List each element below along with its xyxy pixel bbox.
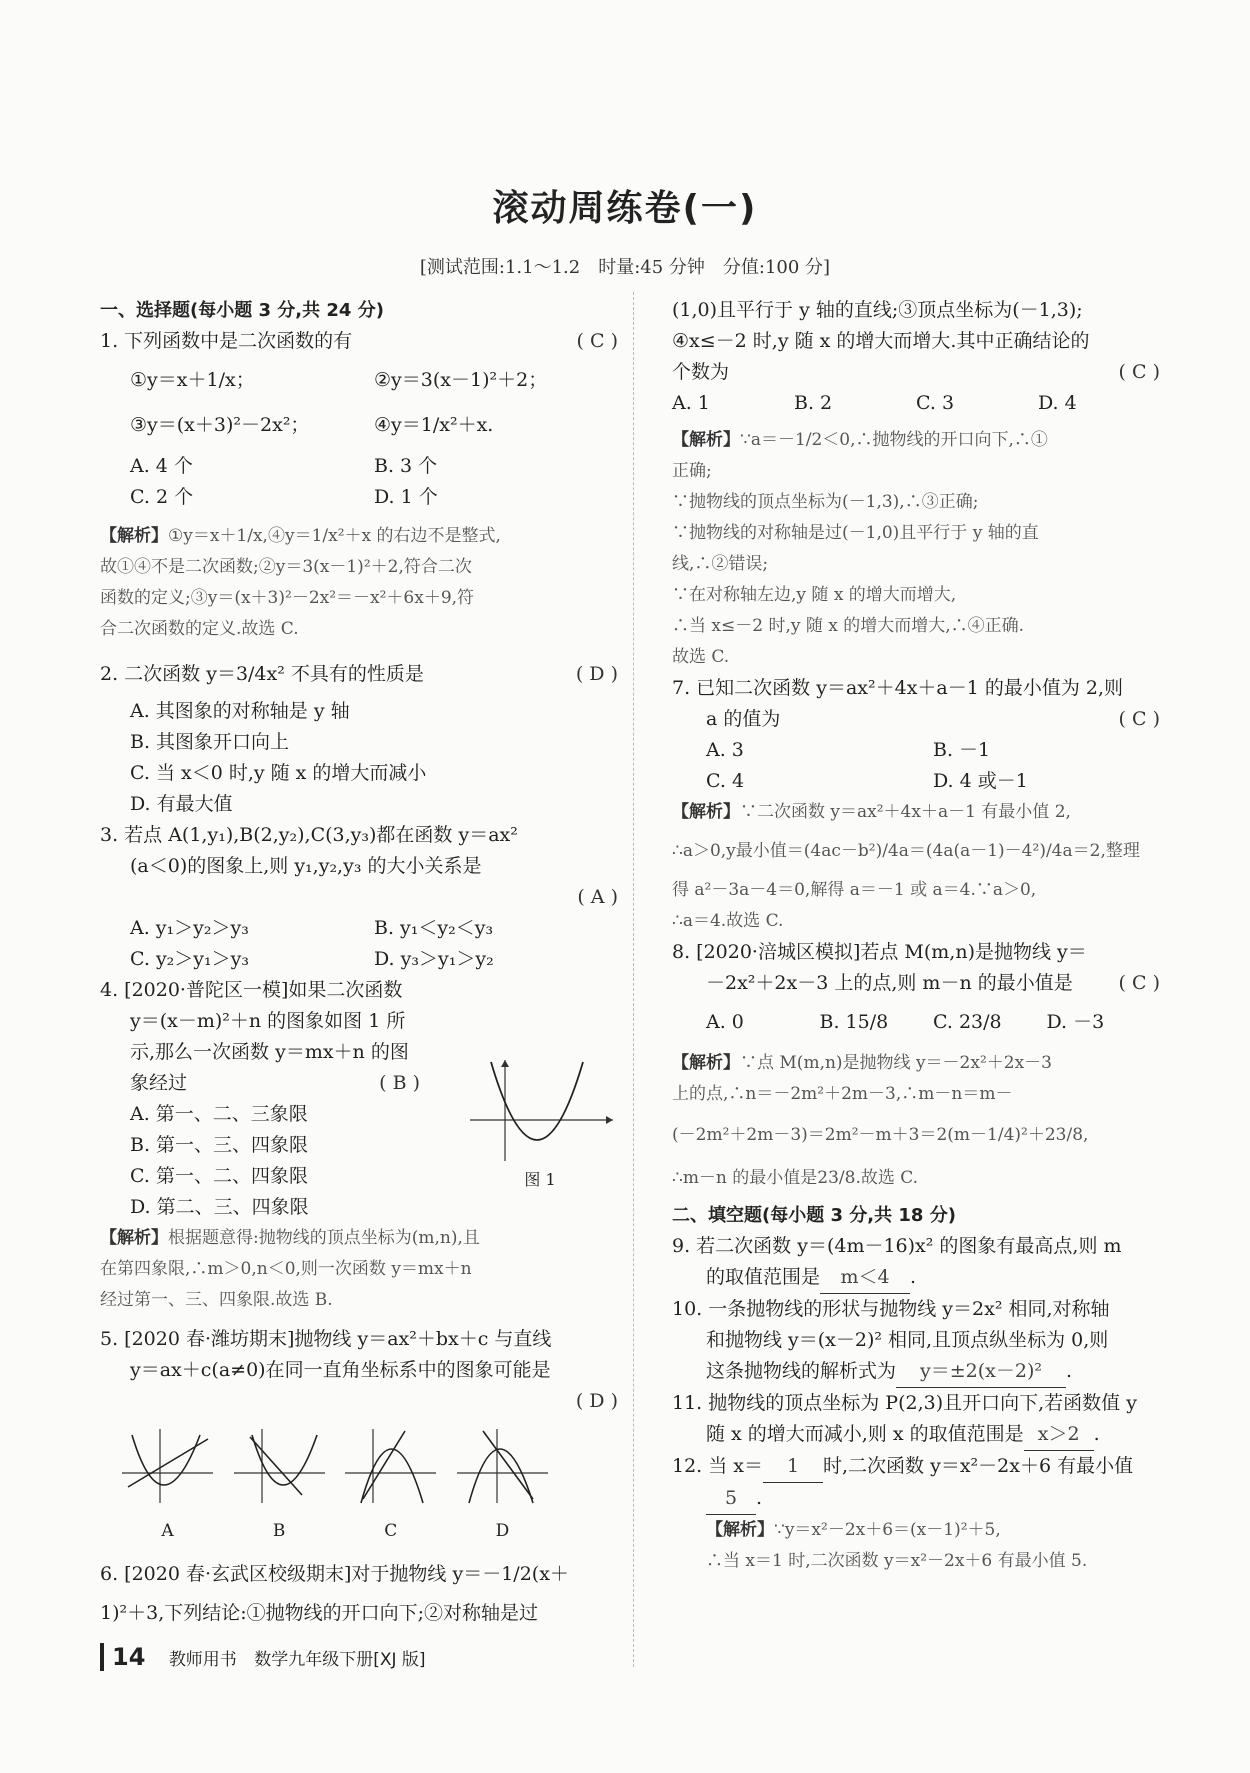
explanation: 线,∴②错误; <box>672 554 769 574</box>
option: B. 其图象开口向上 <box>130 731 290 753</box>
question-6: 6. [2020 春·玄武区校级期末]对于抛物线 y＝－1/2(x＋ <box>100 1563 569 1585</box>
question-10-cont: 这条抛物线的解析式为 y＝±2(x－2)² . <box>672 1356 1160 1388</box>
option: B. 第一、三、四象限 <box>130 1134 309 1156</box>
answer: ( D ) <box>575 663 618 685</box>
graph-label: A <box>161 1521 174 1541</box>
answer-blank: y＝±2(x－2)² <box>896 1356 1066 1388</box>
question-12-cont: 5 . <box>672 1483 1160 1515</box>
book-label: 教师用书 <box>168 1650 237 1670</box>
question-9-cont: 的取值范围是 m＜4 . <box>672 1262 1160 1294</box>
option: A. 其图象的对称轴是 y 轴 <box>130 700 350 722</box>
question-12: 12. 当 x＝ 1 时,二次函数 y＝x²－2x＋6 有最小值 <box>672 1451 1160 1483</box>
answer-row <box>100 882 618 913</box>
question-6-cont: ④x≤－2 时,y 随 x 的增大而增大.其中正确结论的 <box>672 330 1090 352</box>
question-5: 5. [2020 春·潍坊期末]抛物线 y＝ax²＋bx＋c 与直线 <box>100 1328 552 1350</box>
explanation: 函数的定义;③y＝(x＋3)²－2x²＝－x²＋6x＋9,符 <box>100 588 475 608</box>
answer: ( C ) <box>1118 361 1160 383</box>
explanation: ∵在对称轴左边,y 随 x 的增大而增大, <box>672 585 957 605</box>
explanation: 合二次函数的定义.故选 C. <box>100 619 299 639</box>
graph-label: C <box>384 1521 398 1541</box>
question-6-cont: 1)²＋3,下列结论:①抛物线的开口向下;②对称轴是过 <box>100 1602 539 1624</box>
question-9: 9. 若二次函数 y＝(4m－16)x² 的图象有最高点,则 m <box>672 1235 1122 1257</box>
explanation: ∴a＝4.故选 C. <box>672 911 784 931</box>
options: A. 3 B. －1 <box>706 739 991 761</box>
explanation: 上的点,∴n＝－2m²＋2m－3,∴m－n＝m－ <box>672 1084 1013 1104</box>
explanation: 故选 C. <box>672 647 730 667</box>
explanation: 在第四象限,∴m＞0,n＜0,则一次函数 y＝mx＋n <box>100 1259 472 1279</box>
left-column <box>100 295 618 1629</box>
question-7: 7. 已知二次函数 y＝ax²＋4x＋a－1 的最小值为 2,则 <box>672 677 1124 699</box>
answer-blank: m＜4 <box>820 1262 910 1294</box>
options: A. 0 B. 15/8 C. 23/8 D. －3 <box>706 1011 1105 1033</box>
graph-d-svg <box>455 1425 550 1505</box>
option: C. 第一、二、四象限 <box>130 1165 308 1187</box>
question-10-cont: 和抛物线 y＝(x－2)² 相同,且顶点纵坐标为 0,则 <box>706 1329 1109 1351</box>
answer: ( C ) <box>576 330 618 352</box>
test-scope: [测试范围:1.1～1.2 时量:45 分钟 分值:100 分] <box>419 257 831 278</box>
explanation: ∴当 x≤－2 时,y 随 x 的增大而增大,∴④正确. <box>672 616 1025 636</box>
graph-option-b <box>232 1425 327 1547</box>
answer-blank: 1 <box>763 1451 823 1483</box>
graph-c-svg <box>343 1425 438 1505</box>
right-column <box>672 295 1160 1577</box>
answer-row <box>100 1386 618 1417</box>
explanation: 【解析】∵点 M(m,n)是抛物线 y＝－2x²＋2x－3 <box>672 1053 1052 1073</box>
explanation: 【解析】∵a＝－1/2＜0,∴抛物线的开口向下,∴① <box>672 430 1048 450</box>
options: C. y₂＞y₁＞y₃ D. y₃＞y₁＞y₂ <box>130 948 494 970</box>
question-10: 10. 一条抛物线的形状与抛物线 y＝2x² 相同,对称轴 <box>672 1298 1110 1320</box>
question-2: 2. 二次函数 y＝3/4x² 不具有的性质是 ( D ) <box>100 659 618 690</box>
options: C. 2 个 D. 1 个 <box>130 486 438 508</box>
option: C. 当 x＜0 时,y 随 x 的增大而减小 <box>130 762 427 784</box>
options: ①y＝x＋1/x； ②y＝3(x－1)²＋2； <box>130 369 548 391</box>
answer: ( D ) <box>575 1390 618 1412</box>
graph-label: B <box>272 1521 286 1541</box>
q5-graphs <box>120 1425 550 1547</box>
graph-label: D <box>495 1521 510 1541</box>
figure-caption: 图 1 <box>524 1170 556 1189</box>
subject-label: 数学九年级下册[XJ 版] <box>254 1650 426 1670</box>
answer-blank: x＞2 <box>1024 1419 1094 1451</box>
question-5-cont: y＝ax＋c(a≠0)在同一直角坐标系中的图象可能是 <box>130 1359 551 1381</box>
options: A. 4 个 B. 3 个 <box>130 455 438 477</box>
explanation: 经过第一、三、四象限.故选 B. <box>100 1290 333 1310</box>
explanation: ∴m－n 的最小值是23/8.故选 C. <box>672 1168 919 1188</box>
question-1: 1. 下列函数中是二次函数的有 ( C ) <box>100 326 618 357</box>
column-divider <box>633 292 634 1667</box>
explanation: 【解析】∵y＝x²－2x＋6＝(x－1)²＋5, <box>706 1520 1001 1540</box>
section-heading: 一、选择题(每小题 3 分,共 24 分) <box>100 300 384 321</box>
answer: ( C ) <box>1118 708 1160 730</box>
option: D. 第二、三、四象限 <box>130 1196 309 1218</box>
options: C. 4 D. 4 或－1 <box>706 770 1028 792</box>
question-6-cont: 个数为 ( C ) <box>672 357 1160 388</box>
figure-1-svg <box>465 1058 615 1163</box>
explanation: 【解析】根据题意得:抛物线的顶点坐标为(m,n),且 <box>100 1228 480 1248</box>
option: D. 有最大值 <box>130 793 233 815</box>
explanation: ∴当 x＝1 时,二次函数 y＝x²－2x＋6 有最小值 5. <box>706 1551 1088 1571</box>
graph-option-c <box>343 1425 438 1547</box>
question-8-cont: －2x²＋2x－3 上的点,则 m－n 的最小值是 ( C ) <box>672 968 1160 999</box>
page-title: 滚动周练卷(一) <box>492 188 758 229</box>
explanation: 得 a²－3a－4＝0,解得 a＝－1 或 a＝4.∵a＞0, <box>672 880 1037 900</box>
graph-option-a <box>120 1425 215 1547</box>
explanation: ∵抛物线的对称轴是过(－1,0)且平行于 y 轴的直 <box>672 523 1039 543</box>
question-3: 3. 若点 A(1,y₁),B(2,y₂),C(3,y₃)都在函数 y＝ax² <box>100 824 518 846</box>
answer: ( A ) <box>577 886 618 908</box>
answer: ( B ) <box>379 1072 420 1094</box>
options: A. 1 B. 2 C. 3 D. 4 <box>672 392 1077 414</box>
graph-a-svg <box>120 1425 215 1505</box>
answer-blank: 5 <box>706 1483 756 1515</box>
question-7-cont: a 的值为 ( C ) <box>672 704 1160 735</box>
explanation: 故①④不是二次函数;②y＝3(x－1)²＋2,符合二次 <box>100 557 472 577</box>
section-heading: 二、填空题(每小题 3 分,共 18 分) <box>672 1205 956 1226</box>
question-6-cont: (1,0)且平行于 y 轴的直线;③顶点坐标为(－1,3); <box>672 299 1083 321</box>
question-11-cont: 随 x 的增大而减小,则 x 的取值范围是 x＞2 . <box>672 1419 1160 1451</box>
graph-option-d <box>455 1425 550 1547</box>
explanation: ∴a＞0,y最小值＝(4ac－b²)/4a＝(4a(a－1)－4²)/4a＝2,整理 <box>672 841 1140 861</box>
options: A. y₁＞y₂＞y₃ B. y₁＜y₂＜y₃ <box>130 917 494 939</box>
answer: ( C ) <box>1118 972 1160 994</box>
question-11: 11. 抛物线的顶点坐标为 P(2,3)且开口向下,若函数值 y <box>672 1392 1137 1414</box>
explanation: (－2m²＋2m－3)＝2m²－m＋3＝2(m－1/4)²＋23/8, <box>672 1125 1089 1145</box>
figure-1 <box>465 1058 615 1190</box>
explanation: 【解析】①y＝x＋1/x,④y＝1/x²＋x 的右边不是整式, <box>100 526 501 546</box>
question-4: 4. [2020·普陀区一模]如果二次函数 y＝(x－m)²＋n 的图象如图 1 所 示,那么一次函数 y＝mx＋n 的图 象经过 ( B ) A. 第一、二、三象限 B. 第一、三、四象限 C. 第一、二、四象限 D. 第二、三、四象限 <box>100 975 420 1223</box>
graph-b-svg <box>232 1425 327 1505</box>
question-3-cont: (a＜0)的图象上,则 y₁,y₂,y₃ 的大小关系是 <box>130 855 482 877</box>
explanation: ∵抛物线的顶点坐标为(－1,3),∴③正确; <box>672 492 979 512</box>
options: ③y＝(x＋3)²－2x²； ④y＝1/x²＋x. <box>130 414 494 436</box>
explanation: 【解析】∵二次函数 y＝ax²＋4x＋a－1 有最小值 2, <box>672 802 1071 822</box>
page-number: 14 <box>100 1643 145 1671</box>
question-8: 8. [2020·涪城区模拟]若点 M(m,n)是抛物线 y＝ <box>672 941 1087 963</box>
page-footer <box>100 1643 438 1671</box>
explanation: 正确; <box>672 461 712 481</box>
option: A. 第一、二、三象限 <box>130 1103 308 1125</box>
